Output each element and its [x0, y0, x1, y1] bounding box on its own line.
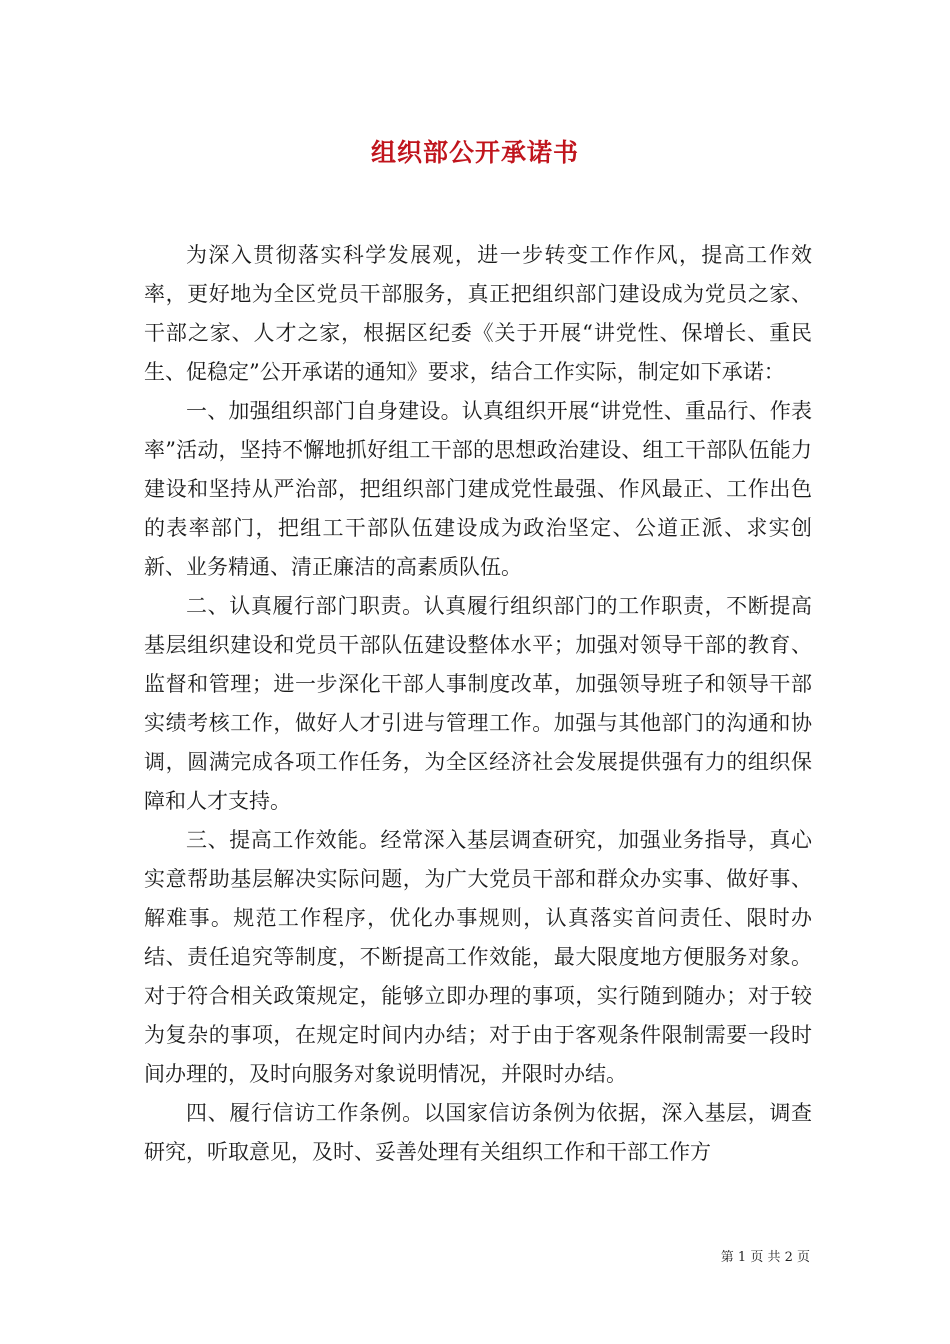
paragraph-section-2: 二、认真履行部门职责。认真履行组织部门的工作职责，不断提高基层组织建设和党员干部队伍建设整体水平；加强对领导干部的教育、监督和管理；进一步深化干部人事制度改革，加强领导班子和领导干部实绩考核工作，做好人才引进与管理工作。加强与其他部门的沟通和协调，圆满完成各项工作任务，为全区经济社会发展提供强有力的组织保障和人才支持。	[144, 594, 812, 813]
paragraph-section-3: 三、提高工作效能。经常深入基层调查研究，加强业务指导，真心实意帮助基层解决实际问题，为广大党员干部和群众办实事、做好事、解难事。规范工作程序，优化办事规则，认真落实首问责任、限时办结、责任追究等制度，不断提高工作效能，最大限度地方便服务对象。对于符合相关政策规定，能够立即办理的事项，实行随到随办；对于较为复杂的事项，在规定时间内办结；对于由于客观条件限制需要一段时间办理的，及时向服务对象说明情况，并限时办结。	[144, 828, 812, 1086]
document-body	[144, 236, 812, 1172]
page-number: 第 1 页 共 2 页	[720, 1250, 810, 1265]
paragraph-section-1: 一、加强组织部门自身建设。认真组织开展“讲党性、重品行、作表率”活动，坚持不懈地抓好组工干部的思想政治建设、组工干部队伍能力建设和坚持从严治部，把组织部门建成党性最强、作风最正、工作出色的表率部门，把组工干部队伍建设成为政治坚定、公道正派、求实创新、业务精通、清正廉洁的高素质队伍。	[144, 399, 812, 579]
paragraph-section-4: 四、履行信访工作条例。以国家信访条例为依据，深入基层，调查研究，听取意见，及时、妥善处理有关组织工作和干部工作方	[144, 1101, 812, 1164]
paragraph-intro: 为深入贯彻落实科学发展观，进一步转变工作作风，提高工作效率，更好地为全区党员干部服务，真正把组织部门建设成为党员之家、干部之家、人才之家，根据区纪委《关于开展“讲党性、保增长、重民生、促稳定”公开承诺的通知》要求，结合工作实际，制定如下承诺：	[144, 243, 812, 384]
document-title: 组织部公开承诺书	[370, 138, 579, 167]
